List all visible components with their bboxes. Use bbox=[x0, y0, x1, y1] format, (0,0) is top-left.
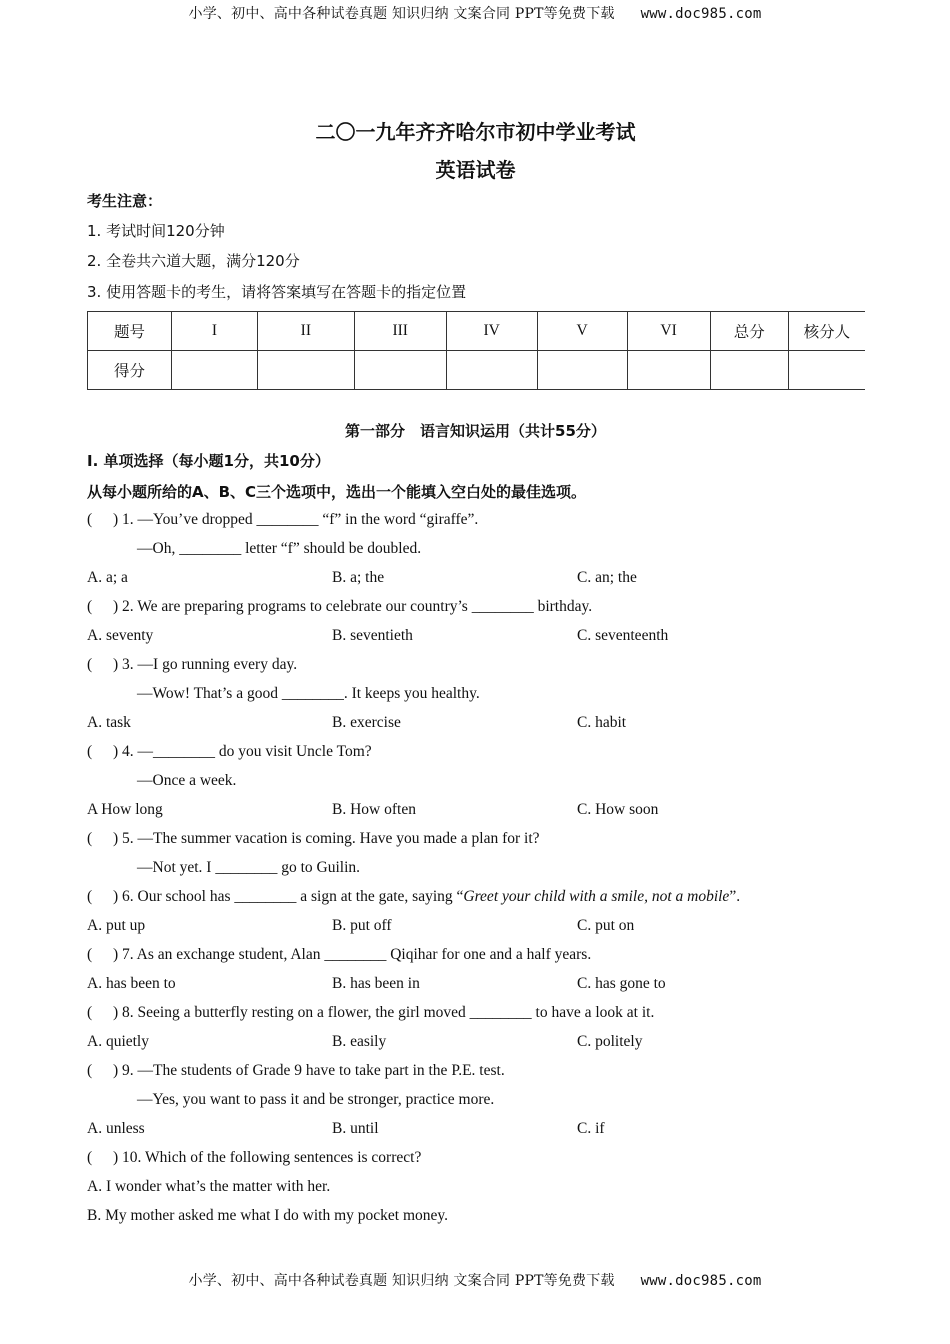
table-cell: 得分 bbox=[88, 351, 172, 390]
question-stem: ( ) 8. Seeing a butterfly resting on a flower, the girl moved ________ to have a look at it. bbox=[87, 1004, 655, 1021]
section-instruction: 从每小题所给的A、B、C三个选项中，选出一个能填入空白处的最佳选项。 bbox=[87, 483, 587, 501]
question-stem: ( ) 2. We are preparing programs to celebrate our country’s ________ birthday. bbox=[87, 598, 593, 615]
banner-text: 小学、初中、高中各种试卷真题 知识归纳 文案合同 PPT等免费下载 bbox=[188, 6, 615, 22]
option: B. a; the bbox=[332, 569, 385, 586]
notice-item: 1. 考试时间120分钟 bbox=[87, 222, 225, 240]
answer-bracket[interactable]: ( bbox=[87, 743, 93, 760]
table-cell: 总分 bbox=[710, 312, 788, 351]
option: B. seventieth bbox=[332, 627, 413, 644]
score-cell[interactable] bbox=[710, 351, 788, 390]
answer-bracket[interactable]: ( bbox=[87, 511, 93, 528]
table-cell: IV bbox=[446, 312, 537, 351]
table-cell: I bbox=[172, 312, 258, 351]
banner-text: 小学、初中、高中各种试卷真题 知识归纳 文案合同 PPT等免费下载 bbox=[188, 1273, 615, 1289]
option: B. How often bbox=[332, 801, 416, 818]
table-cell: 核分人 bbox=[788, 312, 865, 351]
question-stem: ( ) 9. —The students of Grade 9 have to take part in the P.E. test. bbox=[87, 1062, 505, 1079]
option: B. until bbox=[332, 1120, 379, 1137]
option: C. has gone to bbox=[577, 975, 666, 992]
answer-bracket[interactable]: ( bbox=[87, 1004, 93, 1021]
option: A. has been to bbox=[87, 975, 176, 992]
exam-title: 二〇一九年齐齐哈尔市初中学业考试 bbox=[315, 120, 636, 144]
question-stem: ( ) 7. As an exchange student, Alan ________ Qiqihar for one and a half years. bbox=[87, 946, 592, 963]
question-stem: ( ) 6. Our school has ________ a sign at the gate, saying “Greet your child with a smile, not a mobile”. bbox=[87, 888, 741, 905]
question-line: —Yes, you want to pass it and be stronger, practice more. bbox=[137, 1091, 495, 1108]
score-table-header-row bbox=[88, 312, 866, 351]
score-cell[interactable] bbox=[172, 351, 258, 390]
question-stem: ( ) 3. —I go running every day. bbox=[87, 656, 298, 673]
answer-bracket[interactable]: ( bbox=[87, 656, 93, 673]
answer-bracket[interactable]: ( bbox=[87, 830, 93, 847]
table-cell: VI bbox=[627, 312, 710, 351]
banner-url[interactable]: www.doc985.com bbox=[640, 6, 762, 22]
option: A. I wonder what’s the matter with her. bbox=[87, 1178, 331, 1195]
option: B. has been in bbox=[332, 975, 420, 992]
option: A How long bbox=[87, 801, 163, 818]
option: A. put up bbox=[87, 917, 146, 934]
score-cell[interactable] bbox=[257, 351, 354, 390]
notice-item: 3. 使用答题卡的考生，请将答案填写在答题卡的指定位置 bbox=[87, 283, 467, 301]
notice-heading: 考生注意： bbox=[87, 192, 163, 210]
section-title: I. 单项选择（每小题1分，共10分） bbox=[87, 452, 330, 470]
part-title: 第一部分 语言知识运用（共计55分） bbox=[345, 422, 606, 440]
option: C. seventeenth bbox=[577, 627, 669, 644]
score-cell[interactable] bbox=[788, 351, 865, 390]
question-line: —Not yet. I ________ go to Guilin. bbox=[137, 859, 361, 876]
answer-bracket[interactable]: ( bbox=[87, 888, 93, 905]
answer-bracket[interactable]: ( bbox=[87, 598, 93, 615]
question-stem: ( ) 4. —________ do you visit Uncle Tom? bbox=[87, 743, 372, 760]
answer-bracket[interactable]: ( bbox=[87, 946, 93, 963]
option: A. seventy bbox=[87, 627, 154, 644]
option: A. quietly bbox=[87, 1033, 149, 1050]
question-stem: ( ) 5. —The summer vacation is coming. Have you made a plan for it? bbox=[87, 830, 540, 847]
option: C. habit bbox=[577, 714, 627, 731]
table-cell: III bbox=[354, 312, 446, 351]
score-cell[interactable] bbox=[537, 351, 627, 390]
question-line: —Once a week. bbox=[137, 772, 237, 789]
option: C. if bbox=[577, 1120, 605, 1137]
option: C. How soon bbox=[577, 801, 659, 818]
notice-item: 2. 全卷共六道大题，满分120分 bbox=[87, 252, 300, 270]
table-cell: 题号 bbox=[88, 312, 172, 351]
question-stem: ( ) 1. —You’ve dropped ________ “f” in the word “giraffe”. bbox=[87, 511, 479, 528]
answer-bracket[interactable]: ( bbox=[87, 1062, 93, 1079]
top-banner bbox=[0, 3, 950, 23]
answer-bracket[interactable]: ( bbox=[87, 1149, 93, 1166]
option: C. put on bbox=[577, 917, 635, 934]
option: C. politely bbox=[577, 1033, 643, 1050]
option: B. My mother asked me what I do with my pocket money. bbox=[87, 1207, 449, 1224]
option: A. a; a bbox=[87, 569, 128, 586]
score-table-score-row bbox=[88, 351, 866, 390]
option: C. an; the bbox=[577, 569, 637, 586]
exam-subtitle: 英语试卷 bbox=[435, 158, 516, 182]
question-line: —Wow! That’s a good ________. It keeps you healthy. bbox=[137, 685, 480, 702]
option: A. unless bbox=[87, 1120, 145, 1137]
score-table bbox=[87, 311, 865, 390]
bottom-banner bbox=[0, 1270, 950, 1290]
score-cell[interactable] bbox=[446, 351, 537, 390]
option: A. task bbox=[87, 714, 131, 731]
option: B. easily bbox=[332, 1033, 387, 1050]
score-cell[interactable] bbox=[627, 351, 710, 390]
score-cell[interactable] bbox=[354, 351, 446, 390]
banner-url[interactable]: www.doc985.com bbox=[640, 1273, 762, 1289]
option: B. exercise bbox=[332, 714, 401, 731]
option: B. put off bbox=[332, 917, 392, 934]
question-line: —Oh, ________ letter “f” should be doubled. bbox=[137, 540, 422, 557]
table-cell: V bbox=[537, 312, 627, 351]
table-cell: II bbox=[257, 312, 354, 351]
question-stem: ( ) 10. Which of the following sentences is correct? bbox=[87, 1149, 422, 1166]
